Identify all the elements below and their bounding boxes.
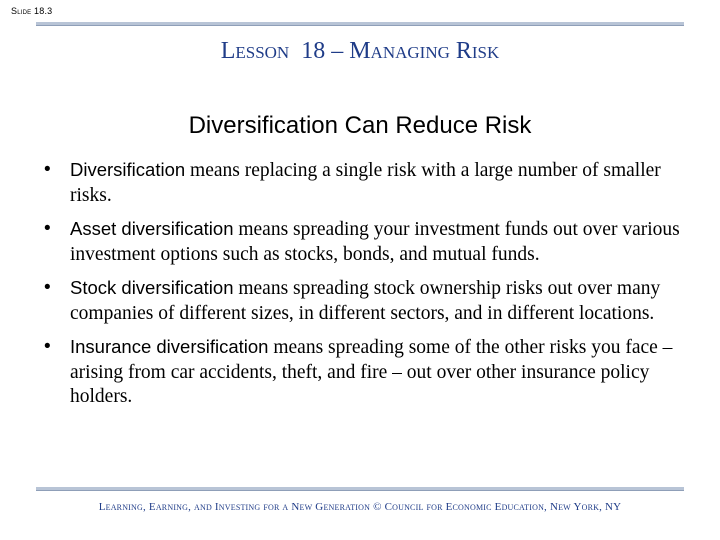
bullet-term: Stock diversification xyxy=(70,277,234,298)
bullet-icon: • xyxy=(44,159,51,180)
bullet-term: Diversification xyxy=(70,159,186,180)
slide-number: Slide 18.3 xyxy=(11,6,53,16)
bullet-icon: • xyxy=(44,277,51,298)
bullet-text: means spreading stock ownership risks out over many companies of different sizes, in different sectors, and in different locations. xyxy=(70,278,661,324)
bullet-item xyxy=(44,335,684,410)
header-divider xyxy=(36,22,684,26)
bullet-text: means replacing a single risk with a large number of smaller risks. xyxy=(70,160,661,206)
bullet-text: means spreading some of the other risks you face – arising from car accidents, theft, and fire – out over other insurance policy holders. xyxy=(70,337,673,407)
bullet-term: Insurance diversification xyxy=(70,336,269,357)
bullet-term: Asset diversification xyxy=(70,218,234,239)
lesson-title: Lesson 18 – Managing Risk xyxy=(220,38,500,64)
footer-divider xyxy=(36,487,684,491)
bullet-text: means spreading your investment funds out over various investment options such as stocks, bonds, and mutual funds. xyxy=(70,219,680,265)
bullet-icon: • xyxy=(44,336,51,357)
bullet-item xyxy=(44,158,684,208)
bullet-item xyxy=(44,217,684,267)
bullet-list xyxy=(44,158,684,419)
footer-credit: Learning, Earning, and Investing for a New Generation © Council for Economic Education, New York, NY xyxy=(98,501,622,513)
slide-heading: Diversification Can Reduce Risk xyxy=(188,112,532,139)
bullet-icon: • xyxy=(44,218,51,239)
bullet-item xyxy=(44,276,684,326)
